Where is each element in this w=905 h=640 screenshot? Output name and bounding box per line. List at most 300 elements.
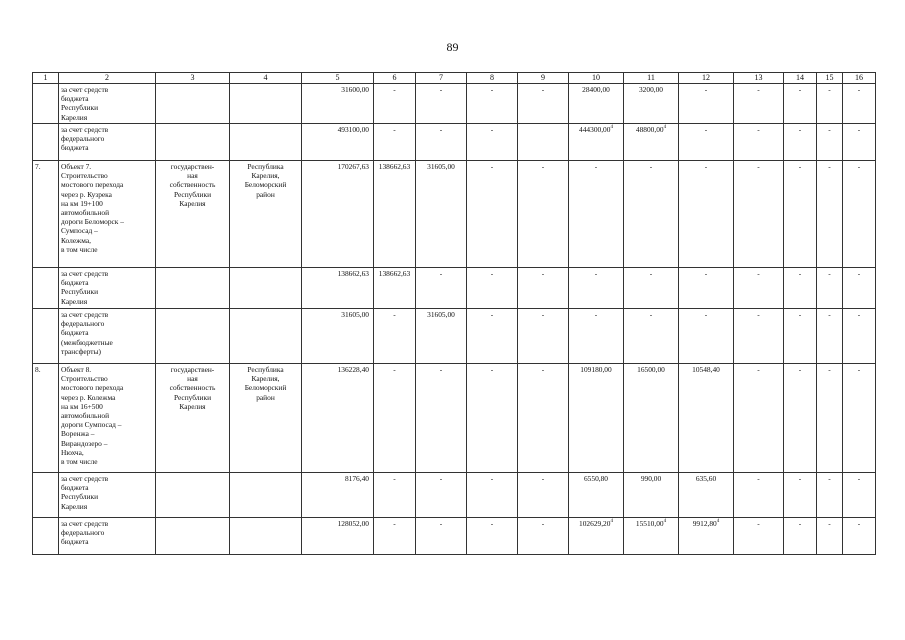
cell-line: федерального [61, 319, 105, 329]
value-text: - [594, 310, 598, 319]
footnote-marker: 4 [610, 125, 613, 130]
description-cell [59, 161, 156, 268]
column-number: 11 [624, 73, 679, 84]
value-cell [518, 364, 569, 473]
column-number-row [33, 73, 876, 84]
value-cell [518, 124, 569, 161]
cell-line: бюджета [61, 94, 89, 104]
cell-line: государствен- [170, 365, 215, 374]
value-text: - [594, 162, 598, 171]
cell-line: бюджета [61, 143, 89, 153]
cell-line: Республики [173, 189, 212, 199]
value-text: - [541, 365, 545, 374]
value-text: - [649, 162, 653, 171]
value-text: 31600,00 [341, 85, 369, 94]
location-cell [230, 364, 302, 473]
value-text: - [439, 474, 443, 483]
value-cell [624, 268, 679, 309]
value-cell [374, 364, 416, 473]
value-text: - [704, 125, 708, 134]
value-cell [784, 473, 817, 518]
value-cell [817, 268, 843, 309]
value-text: - [757, 125, 760, 134]
value-text: 31605,00 [341, 310, 369, 319]
column-number: 13 [734, 73, 784, 84]
ownership-cell [156, 161, 230, 268]
value-cell [569, 518, 624, 555]
value-cell [679, 364, 734, 473]
value-cell [843, 473, 876, 518]
value-text: - [857, 519, 861, 528]
column-number: 4 [230, 73, 302, 84]
cell-line: Воренжа – [61, 429, 95, 439]
value-text: - [798, 85, 802, 94]
value-cell [624, 518, 679, 555]
location-cell [230, 473, 302, 518]
description-cell [59, 473, 156, 518]
cell-line: бюджета [61, 328, 89, 338]
cell-line: Строительство [61, 374, 108, 384]
value-text: - [798, 269, 802, 278]
cell-line: Карелия, [251, 374, 280, 384]
value-text: - [541, 85, 545, 94]
footnote-marker: 4 [663, 125, 667, 130]
value-cell [302, 268, 374, 309]
cell-line: собственность [169, 180, 216, 190]
cell-line: на км 16+500 [61, 401, 103, 411]
ownership-cell [156, 309, 230, 364]
value-cell [734, 84, 784, 124]
row-number-cell: 7. [33, 161, 59, 268]
value-text: - [541, 310, 545, 319]
value-text: - [393, 365, 396, 374]
funding-row [33, 124, 876, 161]
value-cell [817, 309, 843, 364]
cell-line: Республика [247, 162, 284, 171]
value-cell [817, 84, 843, 124]
value-cell [734, 309, 784, 364]
value-text: - [541, 162, 545, 171]
value-cell [624, 364, 679, 473]
value-cell [302, 124, 374, 161]
value-cell [467, 84, 518, 124]
cell-line: за счет средств [61, 85, 109, 94]
cell-line: федерального [61, 134, 105, 144]
value-text: - [393, 474, 396, 483]
value-cell [467, 161, 518, 268]
value-cell [624, 161, 679, 268]
value-cell [734, 161, 784, 268]
cell-line: Беломорский [244, 383, 287, 393]
cell-line: Карелия [179, 198, 206, 208]
value-text: - [828, 365, 831, 374]
value-text: - [757, 474, 760, 483]
cell-line: Объект 7. [61, 162, 92, 171]
cell-line: Республики [61, 492, 99, 502]
cell-line: ная [187, 171, 198, 181]
location-cell [230, 309, 302, 364]
value-cell [467, 473, 518, 518]
value-cell [416, 124, 467, 161]
value-text: 138662,63 [378, 162, 411, 171]
value-text: - [541, 269, 545, 278]
value-cell [817, 518, 843, 555]
value-cell [302, 518, 374, 555]
value-text: 493100,00 [337, 125, 369, 134]
cell-line: ная [187, 374, 198, 384]
value-text: - [798, 162, 802, 171]
value-cell [518, 473, 569, 518]
cell-line: Вирандозеро – [61, 438, 108, 448]
value-text: - [439, 85, 443, 94]
cell-line: Сумпосад – [61, 226, 98, 236]
value-text: - [649, 269, 653, 278]
column-number: 10 [569, 73, 624, 84]
value-cell [734, 518, 784, 555]
cell-line: государствен- [170, 162, 215, 171]
cell-line: в том числе [61, 244, 98, 254]
value-cell [817, 473, 843, 518]
cell-line: Объект 8. [61, 365, 92, 374]
cell-line: Республика [247, 365, 284, 374]
value-cell [467, 518, 518, 555]
value-cell [416, 518, 467, 555]
funding-row [33, 473, 876, 518]
value-text: 138662,63 [337, 269, 369, 278]
value-text: - [828, 519, 831, 528]
value-cell [302, 161, 374, 268]
cell-line: бюджета [61, 278, 89, 288]
footnote-marker: 4 [610, 519, 613, 524]
value-cell [374, 473, 416, 518]
value-text: - [798, 125, 802, 134]
location-cell [230, 124, 302, 161]
footnote-marker: 4 [716, 519, 720, 524]
cell-line: автомобильной [61, 411, 110, 421]
cell-line: Беломорский [244, 180, 287, 190]
row-number-cell [33, 518, 59, 555]
value-text: - [757, 162, 760, 171]
cell-line: через р. Кузрека [61, 189, 112, 199]
value-cell [784, 364, 817, 473]
row-number-cell [33, 84, 59, 124]
column-number: 2 [59, 73, 156, 84]
cell-line: мостового перехода [61, 383, 124, 393]
value-cell [467, 268, 518, 309]
value-cell [679, 124, 734, 161]
value-cell [624, 124, 679, 161]
column-number: 3 [156, 73, 230, 84]
value-cell [374, 518, 416, 555]
value-text: 6550,80 [583, 474, 609, 483]
value-text: - [828, 310, 831, 319]
column-number: 14 [784, 73, 817, 84]
value-text: - [798, 310, 802, 319]
row-number-cell [33, 473, 59, 518]
value-text: - [828, 474, 831, 483]
value-cell [624, 473, 679, 518]
cell-line: на км 19+100 [61, 198, 103, 208]
ownership-cell [156, 84, 230, 124]
value-cell [302, 84, 374, 124]
funding-row [33, 518, 876, 555]
page-number: 89 [446, 40, 459, 54]
description-cell [59, 84, 156, 124]
value-cell [817, 124, 843, 161]
value-text: 9912,80 [692, 519, 717, 528]
value-text: - [857, 474, 861, 483]
value-text: - [439, 125, 443, 134]
value-text: - [757, 519, 760, 528]
footnote-marker: 4 [663, 519, 667, 524]
location-cell [230, 84, 302, 124]
value-text: - [857, 365, 861, 374]
value-cell [302, 309, 374, 364]
value-cell [569, 364, 624, 473]
value-text: 102629,20 [579, 519, 611, 528]
value-text: 136228,40 [337, 365, 369, 374]
value-text: - [490, 474, 494, 483]
cell-line: Карелия [179, 401, 206, 411]
column-number: 7 [416, 73, 467, 84]
value-text: - [857, 85, 861, 94]
value-cell [569, 268, 624, 309]
cell-line: трансферты) [61, 346, 101, 356]
cell-line: Строительство [61, 171, 108, 181]
column-number: 1 [33, 73, 59, 84]
cell-line: Колежма, [61, 235, 91, 245]
description-cell [59, 124, 156, 161]
value-cell [679, 518, 734, 555]
value-cell [569, 161, 624, 268]
value-text: - [757, 269, 760, 278]
value-cell [416, 161, 467, 268]
value-cell [374, 309, 416, 364]
value-text: - [393, 519, 396, 528]
value-cell [374, 84, 416, 124]
cell-line: через р. Колежма [61, 392, 116, 402]
value-cell [679, 473, 734, 518]
value-cell [416, 473, 467, 518]
value-cell [302, 473, 374, 518]
value-text: 28400,00 [582, 85, 610, 94]
ownership-cell [156, 473, 230, 518]
value-cell [467, 124, 518, 161]
value-text: - [757, 310, 760, 319]
value-text: 990,00 [640, 474, 662, 483]
value-text: - [490, 269, 494, 278]
value-cell [817, 364, 843, 473]
value-text: 16500,00 [637, 365, 665, 374]
cell-line: за счет средств [61, 474, 109, 483]
value-cell [518, 161, 569, 268]
value-text: 15510,00 [635, 519, 664, 528]
value-text: - [757, 365, 760, 374]
value-cell [374, 124, 416, 161]
cell-line: Республики [173, 392, 212, 402]
column-number: 12 [679, 73, 734, 84]
funding-row [33, 268, 876, 309]
value-text: - [649, 310, 653, 319]
cell-line: район [256, 189, 275, 199]
funding-row [33, 84, 876, 124]
value-text: - [704, 310, 708, 319]
value-text: - [857, 162, 861, 171]
value-cell [416, 268, 467, 309]
value-cell [734, 364, 784, 473]
value-cell [843, 84, 876, 124]
value-text: - [541, 519, 545, 528]
location-cell [230, 161, 302, 268]
value-cell [784, 268, 817, 309]
value-cell [467, 309, 518, 364]
cell-line: собственность [169, 383, 216, 393]
cell-line: Карелия [61, 112, 88, 122]
cell-line: Нюхча, [61, 447, 84, 457]
table-body [33, 73, 876, 555]
row-number-cell [33, 124, 59, 161]
value-text: - [594, 269, 598, 278]
value-text: - [857, 125, 861, 134]
row-number-cell [33, 309, 59, 364]
value-cell [734, 268, 784, 309]
value-cell [467, 364, 518, 473]
location-cell [230, 268, 302, 309]
budget-table [32, 72, 876, 555]
ownership-cell [156, 124, 230, 161]
value-cell [624, 309, 679, 364]
value-cell [518, 518, 569, 555]
value-cell [569, 84, 624, 124]
value-cell [784, 84, 817, 124]
value-cell [679, 84, 734, 124]
value-text: - [828, 162, 831, 171]
value-text: - [490, 365, 494, 374]
cell-line: федерального [61, 528, 105, 538]
value-text: - [490, 162, 494, 171]
value-cell [843, 124, 876, 161]
cell-line: дороги Беломорск – [61, 217, 124, 227]
description-cell [59, 518, 156, 555]
cell-line: Карелия [61, 296, 88, 306]
ownership-cell [156, 518, 230, 555]
value-text: - [798, 519, 802, 528]
cell-line: в том числе [61, 457, 98, 467]
column-number: 8 [467, 73, 518, 84]
value-cell [569, 473, 624, 518]
cell-line: бюджета [61, 483, 89, 493]
value-text: 128052,00 [337, 519, 369, 528]
description-cell [59, 364, 156, 473]
value-cell [817, 161, 843, 268]
ownership-cell [156, 364, 230, 473]
value-text: 10548,40 [692, 365, 720, 374]
cell-line: за счет средств [61, 519, 109, 528]
column-number: 9 [518, 73, 569, 84]
cell-line: Карелия [61, 501, 88, 511]
value-text: 3200,00 [638, 85, 664, 94]
value-text: - [857, 310, 861, 319]
description-cell [59, 309, 156, 364]
value-cell [624, 84, 679, 124]
value-text: - [541, 474, 545, 483]
value-cell [843, 268, 876, 309]
cell-line: бюджета [61, 537, 89, 547]
value-text: 31605,00 [427, 310, 455, 319]
value-cell [843, 518, 876, 555]
object-row [33, 364, 876, 473]
value-text: - [439, 365, 443, 374]
cell-line: Республики [61, 103, 99, 113]
value-text: - [798, 474, 802, 483]
value-text: - [490, 85, 494, 94]
value-cell [518, 84, 569, 124]
column-number: 6 [374, 73, 416, 84]
column-number: 15 [817, 73, 843, 84]
value-cell [416, 84, 467, 124]
value-cell [679, 161, 734, 268]
value-text: 8176,40 [344, 474, 369, 483]
value-cell [784, 161, 817, 268]
ownership-cell [156, 268, 230, 309]
cell-line: за счет средств [61, 310, 109, 319]
value-text: - [828, 125, 831, 134]
value-text: 170267,63 [337, 162, 369, 171]
value-text: - [490, 519, 494, 528]
value-cell [374, 161, 416, 268]
value-text: - [757, 85, 760, 94]
value-cell [734, 473, 784, 518]
value-cell [416, 364, 467, 473]
cell-line: автомобильной [61, 208, 110, 218]
value-text: - [704, 85, 708, 94]
value-cell [569, 309, 624, 364]
cell-line: мостового перехода [61, 180, 124, 190]
value-cell [416, 309, 467, 364]
cell-line: район [256, 392, 275, 402]
row-number-cell: 8. [33, 364, 59, 473]
value-text: - [393, 125, 396, 134]
value-text: - [828, 269, 831, 278]
row-number-cell [33, 268, 59, 309]
value-cell [518, 268, 569, 309]
funding-row [33, 309, 876, 364]
value-text: 138662,63 [378, 269, 411, 278]
value-text: - [704, 162, 708, 171]
value-text: 31605,00 [427, 162, 455, 171]
value-text: - [439, 269, 443, 278]
value-text: 48800,00 [635, 125, 664, 134]
value-cell [302, 364, 374, 473]
value-cell [679, 268, 734, 309]
value-text: - [439, 519, 443, 528]
value-text: 109180,00 [580, 365, 612, 374]
description-cell [59, 268, 156, 309]
value-text: - [490, 310, 494, 319]
value-cell [569, 124, 624, 161]
value-cell [784, 309, 817, 364]
value-cell [843, 364, 876, 473]
object-row [33, 161, 876, 268]
value-cell [784, 124, 817, 161]
cell-line: Карелия, [251, 171, 280, 181]
value-text: - [490, 125, 494, 134]
value-text: - [393, 310, 396, 319]
cell-line: за счет средств [61, 125, 109, 134]
cell-line: Республики [61, 287, 99, 297]
value-text: 635,60 [695, 474, 717, 483]
value-cell [679, 309, 734, 364]
